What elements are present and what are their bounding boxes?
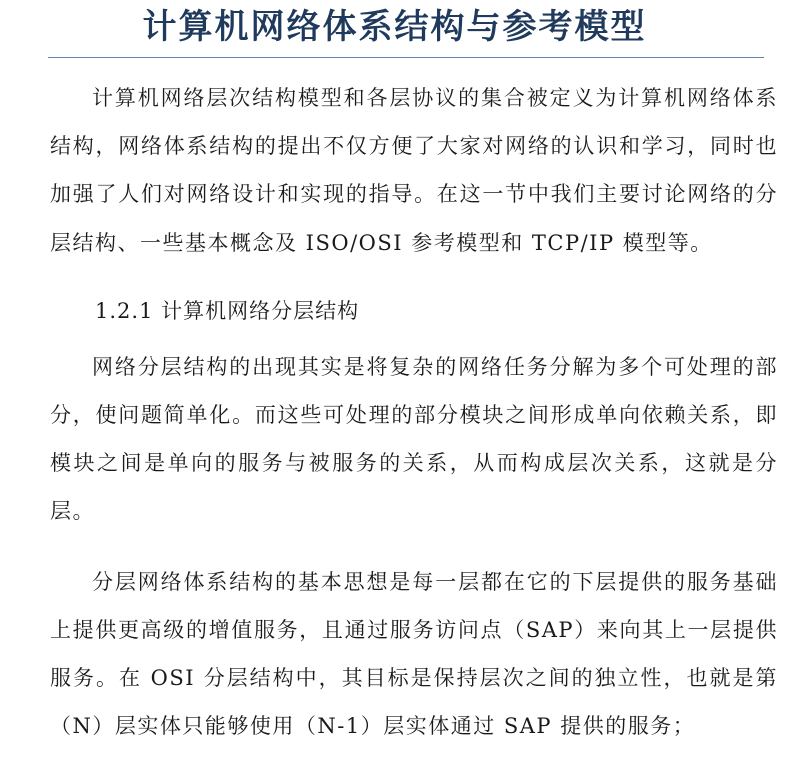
intro-paragraph: 计算机网络层次结构模型和各层协议的集合被定义为计算机网络体系结构，网络体系结构的提出不仅方便了大家对网络的认识和学习，同时也加强了人们对网络设计和实现的指导。在这一节中我们主要讨论网络的分层结构、一些基本概念及 ISO/OSI 参考模型和 TCP/IP 模型等。: [50, 86, 778, 255]
document-body: [50, 74, 778, 750]
section-heading: 1.2.1 计算机网络分层结构: [95, 298, 360, 323]
page-title: 计算机网络体系结构与参考模型: [142, 7, 647, 47]
title-divider: [48, 57, 764, 58]
layered-structure-paragraph: 网络分层结构的出现其实是将复杂的网络任务分解为多个可处理的部分，使问题简单化。而这些可处理的部分模块之间形成单向依赖关系，即模块之间是单向的服务与被服务的关系，从而构成层次关系，这就是分层。: [50, 354, 778, 524]
layered-principle-paragraph: 分层网络体系结构的基本思想是每一层都在它的下层提供的服务基础上提供更高级的增值服务，且通过服务访问点（SAP）来向其上一层提供服务。在 OSI 分层结构中，其目标是保持层次之间的独立性，也就是第（N）层实体只能够使用（N-1）层实体通过 SAP 提供的服务；: [50, 569, 778, 739]
